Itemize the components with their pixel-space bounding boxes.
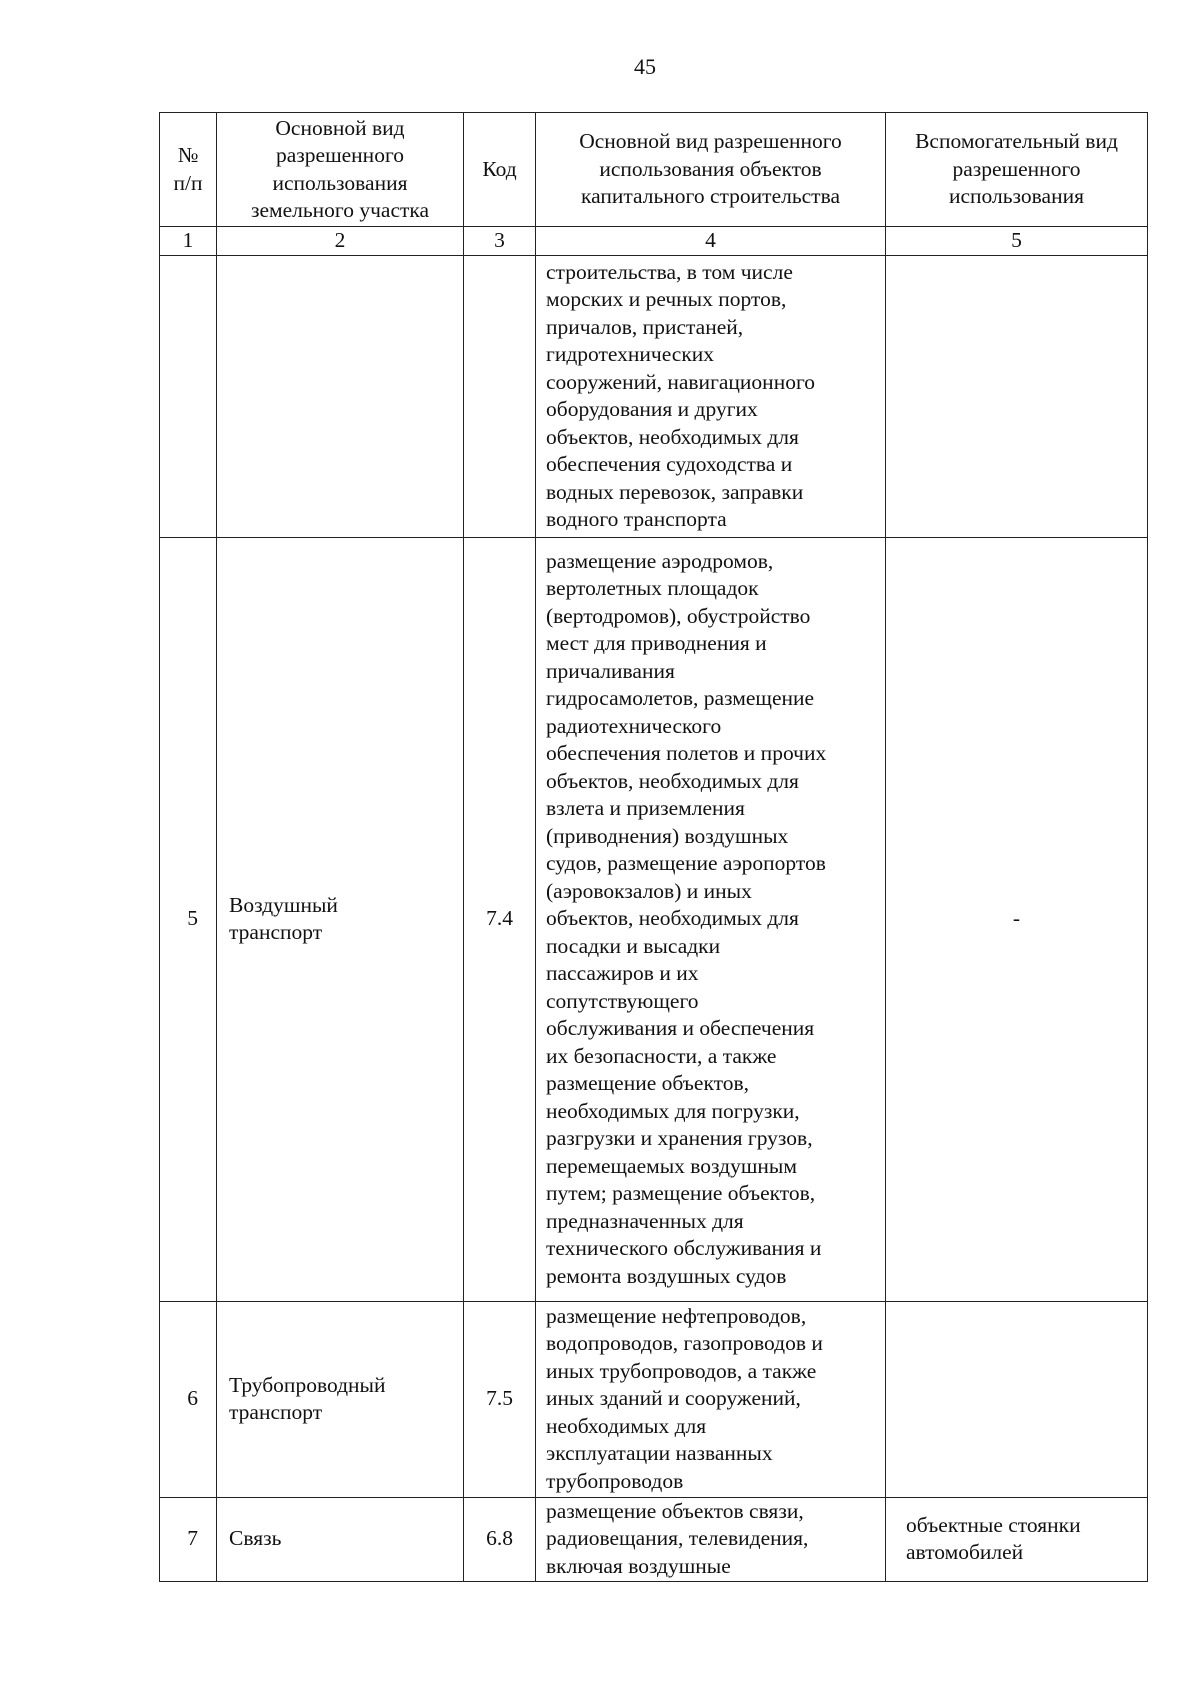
text-line: гидротехнических [546, 342, 715, 366]
text-line: объектов, необходимых для [546, 424, 799, 449]
text-line: вертолетных площадок [546, 576, 759, 601]
text-line: размещение нефтепроводов, [546, 1303, 807, 1328]
text-line: перемещаемых воздушным [546, 1153, 797, 1178]
row-land-use [217, 1301, 464, 1497]
row-number: 5 [160, 537, 217, 1301]
header-row [160, 113, 1148, 227]
text-line: иных зданий и сооружений, [546, 1386, 801, 1411]
text-line: предназначенных для [546, 1208, 744, 1233]
text-line: размещение объектов связи, [546, 1498, 804, 1523]
header-code: Код [464, 113, 536, 227]
table-row-continued [160, 255, 1148, 537]
column-number: 1 [160, 227, 217, 256]
text-line: (вертодромов), обустройство [546, 603, 811, 628]
text-line: причалов, пристаней, [546, 314, 744, 339]
text-line: причаливания [546, 658, 675, 683]
header-auxiliary-use: Вспомогательный вид разрешенного использования [886, 113, 1148, 227]
text-line: объектные стоянки [906, 1512, 1081, 1537]
text-line: разгрузки и хранения грузов, [546, 1126, 813, 1151]
column-number: 2 [217, 227, 464, 256]
row-number: 6 [160, 1301, 217, 1497]
row-description [536, 1497, 886, 1581]
column-number-row [160, 227, 1148, 256]
text-line: эксплуатации названных [546, 1441, 773, 1466]
text-line: транспорт [229, 1400, 323, 1424]
text-line: технического обслуживания и [546, 1236, 822, 1261]
text-line: необходимых для [546, 1413, 707, 1438]
text-line: транспорт [229, 920, 323, 944]
text-line: водного транспорта [546, 507, 727, 531]
column-number: 3 [464, 227, 536, 256]
header-construction-use: Основной вид разрешенного использования объектов капитального строительства [536, 113, 886, 227]
text-line: Воздушный [229, 892, 338, 917]
text-line: Связь [229, 1526, 282, 1551]
row-auxiliary [886, 1301, 1148, 1497]
row-auxiliary [886, 255, 1148, 537]
text-line: обеспечения полетов и прочих [546, 741, 827, 766]
text-line: объектов, необходимых для [546, 768, 799, 793]
text-line: объектов, необходимых для [546, 906, 799, 931]
header-no: № п/п [160, 113, 217, 227]
text-line: радиовещания, телевидения, [546, 1526, 809, 1551]
text-line: взлета и приземления [546, 796, 745, 821]
row-auxiliary [886, 1497, 1148, 1581]
text-line: - [1012, 906, 1021, 931]
text-line: включая воздушные [546, 1553, 731, 1578]
text-line: радиотехнического [546, 713, 722, 738]
text-line: автомобилей [906, 1540, 1024, 1564]
page-number: 45 [634, 54, 656, 79]
row-code: 7.4 [464, 537, 536, 1301]
text-line: (аэровокзалов) и иных [546, 878, 752, 903]
table-row-pipeline-transport [160, 1301, 1148, 1497]
text-line: их безопасности, а также [546, 1043, 777, 1068]
row-auxiliary [886, 537, 1148, 1301]
row-description [536, 1301, 886, 1497]
row-number: 7 [160, 1497, 217, 1581]
text-line: обслуживания и обеспечения [546, 1016, 815, 1041]
text-line: сооружений, навигационного [546, 369, 815, 394]
table-row-air-transport [160, 537, 1148, 1301]
text-line: водных перевозок, заправки [546, 479, 804, 504]
text-line: путем; размещение объектов, [546, 1181, 816, 1206]
text-line: мест для приводнения и [546, 631, 767, 656]
row-land-use [217, 1497, 464, 1581]
text-line: судов, размещение аэропортов [546, 851, 826, 876]
text-line: размещение объектов, [546, 1071, 750, 1096]
text-line: водопроводов, газопроводов и [546, 1331, 823, 1356]
row-number [160, 255, 217, 537]
row-code [464, 255, 536, 537]
column-number: 4 [536, 227, 886, 256]
row-land-use [217, 255, 464, 537]
text-line: посадки и высадки [546, 933, 721, 958]
text-line: необходимых для погрузки, [546, 1098, 800, 1123]
row-description [536, 537, 886, 1301]
text-line: иных трубопроводов, а также [546, 1358, 817, 1383]
row-code: 6.8 [464, 1497, 536, 1581]
land-use-table [159, 112, 1148, 1582]
row-land-use [217, 537, 464, 1301]
text-line: гидросамолетов, размещение [546, 686, 815, 711]
row-code: 7.5 [464, 1301, 536, 1497]
row-description [536, 255, 886, 537]
text-line: обеспечения судоходства и [546, 452, 793, 476]
column-number: 5 [886, 227, 1148, 256]
text-line: ремонта воздушных судов [546, 1263, 787, 1288]
text-line: строительства, в том числе [546, 259, 793, 284]
text-line: размещение аэродромов, [546, 548, 774, 573]
text-line: (приводнения) воздушных [546, 823, 789, 848]
table-row-communication [160, 1497, 1148, 1581]
text-line: морских и речных портов, [546, 287, 787, 311]
text-line: сопутствующего [546, 988, 699, 1013]
text-line: оборудования и других [546, 397, 758, 421]
text-line: Трубопроводный [229, 1372, 386, 1397]
text-line: трубопроводов [546, 1468, 684, 1493]
text-line: пассажиров и их [546, 961, 699, 986]
header-land-use: Основной вид разрешенного использования земельного участка [217, 113, 464, 227]
